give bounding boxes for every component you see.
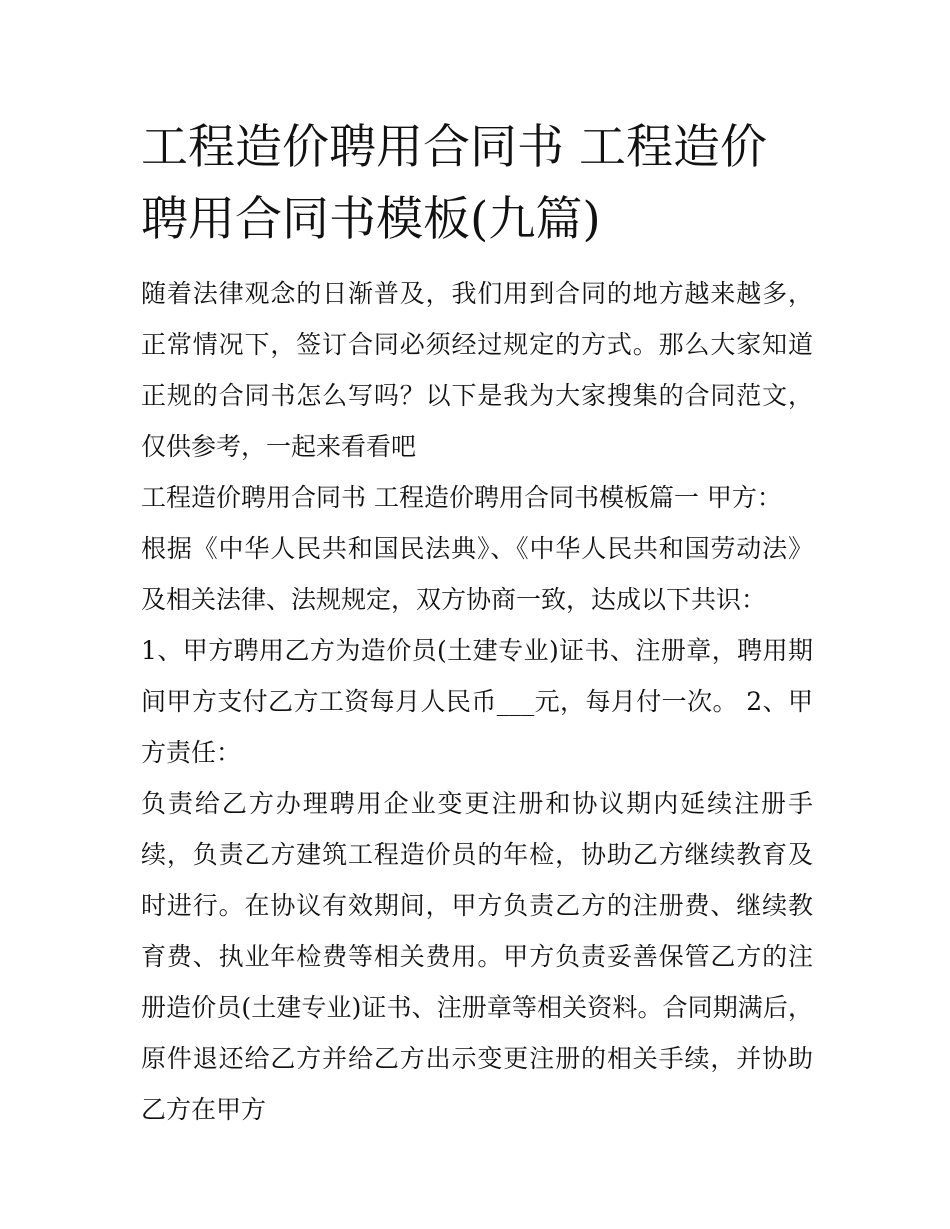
- legal-basis-paragraph: 根据《中华人民共和国民法典》、《中华人民共和国劳动法》及相关法律、法规规定，双方协商一致，达成以下共识：: [141, 534, 813, 614]
- document-page: [141, 112, 813, 1135]
- party-a-duties-paragraph: 负责给乙方办理聘用企业变更注册和协议期内延续注册手续，负责乙方建筑工程造价员的年检，协助乙方继续教育及时进行。在协议有效期间，甲方负责乙方的注册费、继续教育费、执业年检费等相关费用。甲方负责妥善保管乙方的注册造价员(土建专业)证书、注册章等相关资料。合同期满后，原件退还给乙方并给乙方出示变更注册的相关手续，并协助乙方在甲方: [141, 789, 813, 1124]
- section-heading: 工程造价聘用合同书 工程造价聘用合同书模板篇一 甲方：: [141, 483, 782, 512]
- intro-paragraph: 随着法律观念的日渐普及，我们用到合同的地方越来越多，正常情况下，签订合同必须经过规定的方式。那么大家知道正规的合同书怎么写吗？以下是我为大家搜集的合同范文，仅供参考，一起来看看吧: [141, 279, 813, 461]
- clause-1-paragraph: 1、甲方聘用乙方为造价员(土建专业)证书、注册章，聘用期间甲方支付乙方工资每月人民币___元，每月付一次。 2、甲方责任：: [141, 636, 813, 767]
- document-title: 工程造价聘用合同书 工程造价聘用合同书模板(九篇): [141, 120, 767, 247]
